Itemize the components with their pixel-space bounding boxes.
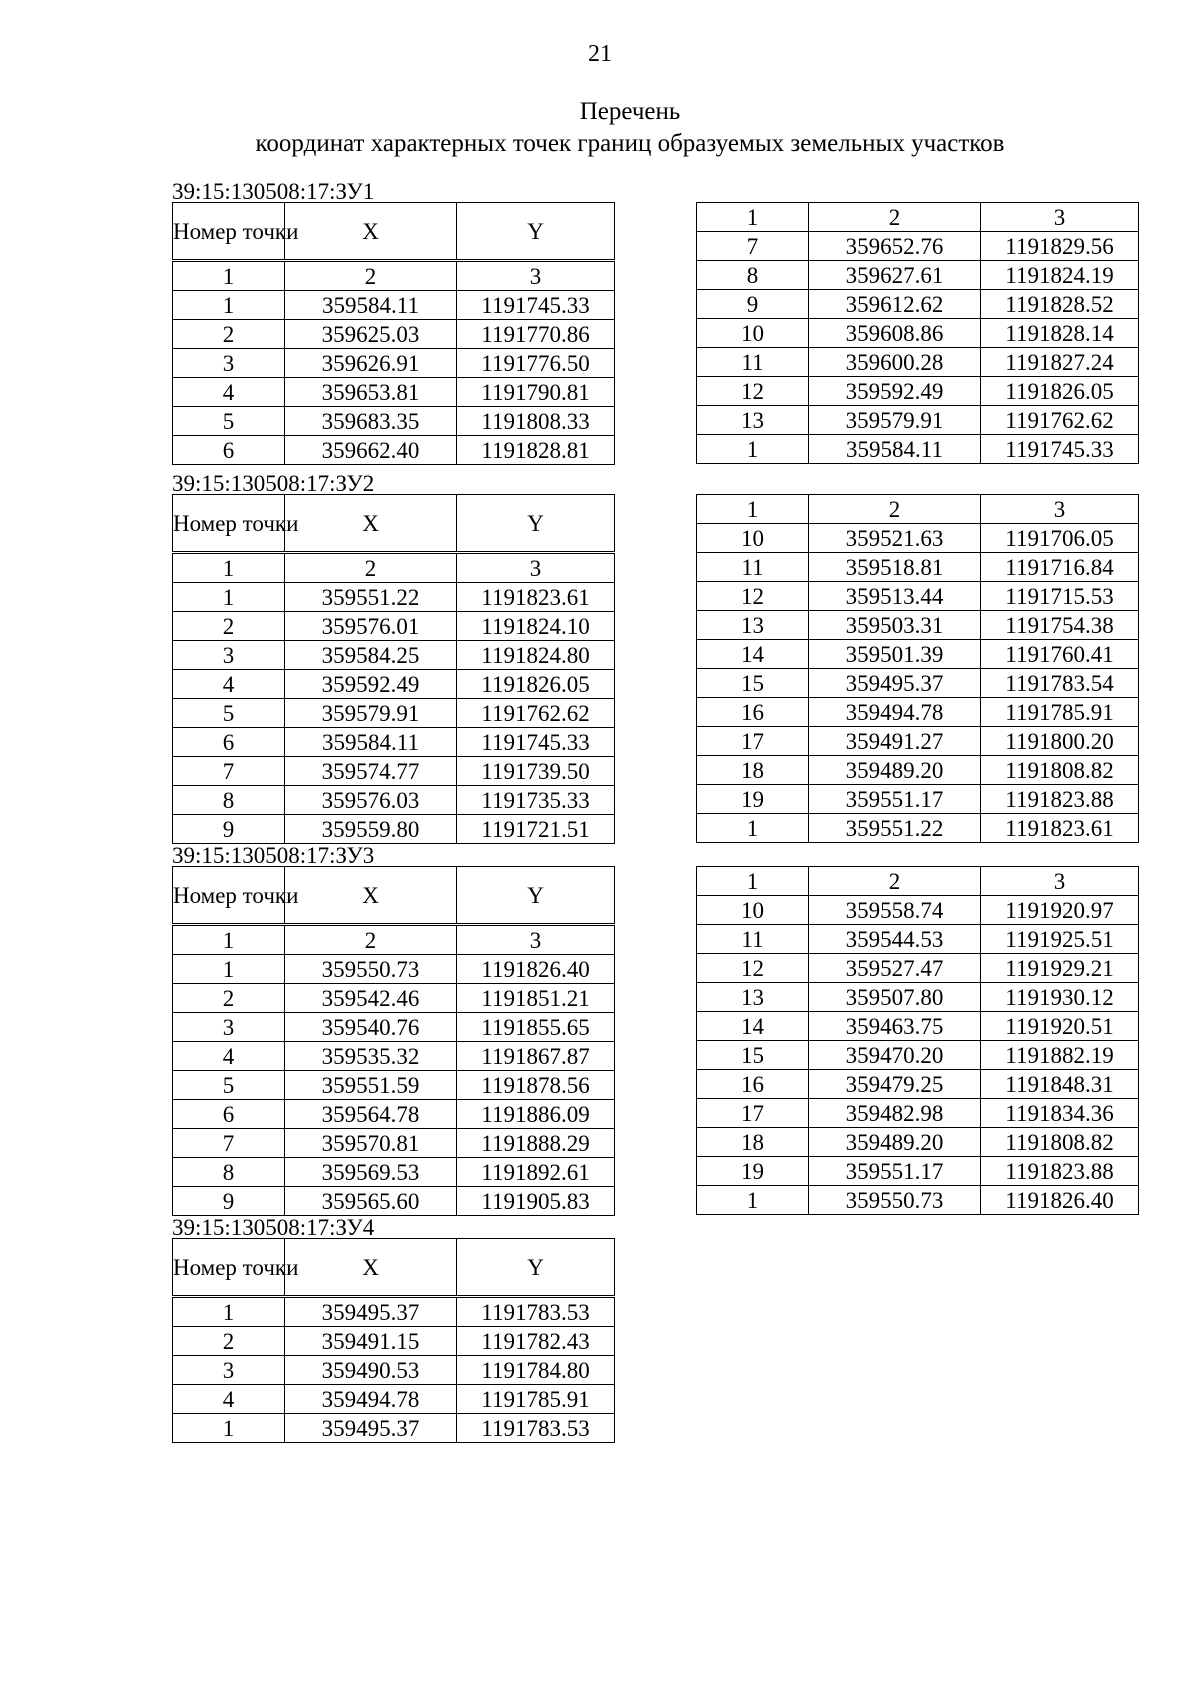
table-row: [173, 757, 615, 786]
point-number: 14: [697, 640, 809, 669]
coord-y: 1191783.53: [457, 1297, 615, 1327]
point-number: 1: [697, 435, 809, 464]
table-row: [173, 1042, 615, 1071]
table-row: [697, 435, 1139, 464]
coord-x: 359482.98: [809, 1099, 981, 1128]
table-row: [697, 727, 1139, 756]
column-number-row: [697, 867, 1139, 896]
point-number: 10: [697, 524, 809, 553]
coord-x: 359564.78: [285, 1100, 457, 1129]
point-number: 3: [173, 1356, 285, 1385]
coord-y: 1191823.88: [981, 1157, 1139, 1186]
table-row: [173, 612, 615, 641]
point-number: 1: [697, 814, 809, 843]
table-row: [697, 1041, 1139, 1070]
coord-x: 359513.44: [809, 582, 981, 611]
point-number: 5: [173, 407, 285, 436]
coord-y: 1191920.97: [981, 896, 1139, 925]
coord-y: 1191808.82: [981, 756, 1139, 785]
point-number: 7: [173, 757, 285, 786]
header-point: Номер точки: [173, 1239, 285, 1297]
coord-y: 1191829.56: [981, 232, 1139, 261]
coord-x: 359463.75: [809, 1012, 981, 1041]
column-number: 1: [697, 495, 809, 524]
table-row: [697, 756, 1139, 785]
coord-y: 1191826.40: [457, 955, 615, 984]
point-number: 4: [173, 670, 285, 699]
point-number: 6: [173, 728, 285, 757]
point-number: 13: [697, 983, 809, 1012]
point-number: 17: [697, 727, 809, 756]
point-number: 1: [173, 1414, 285, 1443]
table-row: [697, 290, 1139, 319]
table-row: [173, 1187, 615, 1216]
header-y: Y: [457, 1239, 615, 1297]
coord-x: 359489.20: [809, 756, 981, 785]
coord-y: 1191824.10: [457, 612, 615, 641]
coord-y: 1191782.43: [457, 1327, 615, 1356]
table-row: [697, 669, 1139, 698]
point-number: 2: [173, 612, 285, 641]
table-row: [697, 698, 1139, 727]
table-row: [697, 377, 1139, 406]
point-number: 18: [697, 756, 809, 785]
coord-x: 359592.49: [285, 670, 457, 699]
coord-x: 359569.53: [285, 1158, 457, 1187]
coord-x: 359551.17: [809, 785, 981, 814]
point-number: 5: [173, 699, 285, 728]
column-number: 2: [809, 867, 981, 896]
table-row: [173, 407, 615, 436]
coord-x: 359652.76: [809, 232, 981, 261]
coord-y: 1191745.33: [457, 291, 615, 320]
coord-y: 1191824.19: [981, 261, 1139, 290]
coordinates-table-left: [172, 1238, 615, 1443]
coord-x: 359501.39: [809, 640, 981, 669]
table-row: [697, 785, 1139, 814]
point-number: 8: [173, 1158, 285, 1187]
coord-y: 1191828.14: [981, 319, 1139, 348]
table-row: [173, 786, 615, 815]
point-number: 10: [697, 319, 809, 348]
coord-y: 1191716.84: [981, 553, 1139, 582]
coord-y: 1191783.54: [981, 669, 1139, 698]
point-number: 4: [173, 1042, 285, 1071]
table-row: [173, 1297, 615, 1327]
point-number: 11: [697, 553, 809, 582]
point-number: 3: [173, 349, 285, 378]
coord-x: 359608.86: [809, 319, 981, 348]
table-row: [173, 1158, 615, 1187]
coord-x: 359559.80: [285, 815, 457, 844]
coord-y: 1191739.50: [457, 757, 615, 786]
coord-y: 1191878.56: [457, 1071, 615, 1100]
column-number-row: [173, 925, 615, 955]
table-header-row: [173, 203, 615, 261]
table-row: [697, 232, 1139, 261]
section-label: 39:15:130508:17:ЗУ2: [172, 471, 375, 496]
table-row: [697, 348, 1139, 377]
coord-y: 1191823.88: [981, 785, 1139, 814]
table-row: [173, 984, 615, 1013]
coord-x: 359584.11: [285, 291, 457, 320]
point-number: 3: [173, 1013, 285, 1042]
coord-y: 1191770.86: [457, 320, 615, 349]
page-number: 21: [588, 41, 612, 67]
coord-y: 1191925.51: [981, 925, 1139, 954]
table-row: [173, 728, 615, 757]
point-number: 13: [697, 406, 809, 435]
column-number-row: [173, 553, 615, 583]
point-number: 9: [173, 815, 285, 844]
coord-x: 359544.53: [809, 925, 981, 954]
table-row: [173, 291, 615, 320]
coord-y: 1191735.33: [457, 786, 615, 815]
coord-x: 359503.31: [809, 611, 981, 640]
coord-y: 1191745.33: [981, 435, 1139, 464]
coord-x: 359576.01: [285, 612, 457, 641]
point-number: 17: [697, 1099, 809, 1128]
point-number: 7: [173, 1129, 285, 1158]
coord-y: 1191823.61: [457, 583, 615, 612]
document-title: [0, 96, 1200, 160]
coord-y: 1191745.33: [457, 728, 615, 757]
coord-x: 359551.59: [285, 1071, 457, 1100]
coord-x: 359540.76: [285, 1013, 457, 1042]
point-number: 2: [173, 984, 285, 1013]
column-number: 1: [173, 925, 285, 955]
point-number: 14: [697, 1012, 809, 1041]
column-number: 2: [285, 553, 457, 583]
point-number: 16: [697, 1070, 809, 1099]
coord-x: 359584.11: [809, 435, 981, 464]
coord-x: 359558.74: [809, 896, 981, 925]
table-row: [173, 699, 615, 728]
coord-y: 1191800.20: [981, 727, 1139, 756]
coord-x: 359518.81: [809, 553, 981, 582]
coord-x: 359551.22: [809, 814, 981, 843]
table-row: [697, 814, 1139, 843]
column-number: 1: [173, 261, 285, 291]
point-number: 1: [173, 291, 285, 320]
coord-y: 1191762.62: [981, 406, 1139, 435]
table-row: [173, 670, 615, 699]
coord-y: 1191828.52: [981, 290, 1139, 319]
point-number: 15: [697, 669, 809, 698]
column-number: 3: [457, 553, 615, 583]
coord-x: 359653.81: [285, 378, 457, 407]
point-number: 6: [173, 436, 285, 465]
coord-x: 359491.27: [809, 727, 981, 756]
coord-y: 1191892.61: [457, 1158, 615, 1187]
coord-x: 359494.78: [809, 698, 981, 727]
coord-y: 1191888.29: [457, 1129, 615, 1158]
table-header-row: [173, 495, 615, 553]
coord-y: 1191790.81: [457, 378, 615, 407]
table-row: [697, 1070, 1139, 1099]
header-x: X: [285, 495, 457, 553]
coord-x: 359612.62: [809, 290, 981, 319]
point-number: 4: [173, 378, 285, 407]
coord-x: 359494.78: [285, 1385, 457, 1414]
point-number: 9: [697, 290, 809, 319]
coord-y: 1191784.80: [457, 1356, 615, 1385]
coord-x: 359625.03: [285, 320, 457, 349]
coord-y: 1191760.41: [981, 640, 1139, 669]
point-number: 18: [697, 1128, 809, 1157]
table-row: [697, 524, 1139, 553]
coord-y: 1191785.91: [457, 1385, 615, 1414]
coord-x: 359551.22: [285, 583, 457, 612]
coord-x: 359600.28: [809, 348, 981, 377]
coordinates-table-left: [172, 202, 615, 465]
column-number: 3: [457, 261, 615, 291]
point-number: 12: [697, 954, 809, 983]
point-number: 13: [697, 611, 809, 640]
point-number: 11: [697, 348, 809, 377]
coord-y: 1191920.51: [981, 1012, 1139, 1041]
column-number: 3: [981, 867, 1139, 896]
coord-x: 359550.73: [285, 955, 457, 984]
table-row: [173, 436, 615, 465]
coord-y: 1191867.87: [457, 1042, 615, 1071]
coordinates-table-right: [696, 202, 1139, 464]
coord-x: 359627.61: [809, 261, 981, 290]
column-number: 2: [809, 495, 981, 524]
point-number: 16: [697, 698, 809, 727]
point-number: 12: [697, 377, 809, 406]
column-number: 2: [285, 925, 457, 955]
coord-x: 359495.37: [285, 1297, 457, 1327]
table-row: [173, 320, 615, 349]
column-number: 3: [981, 203, 1139, 232]
table-row: [697, 582, 1139, 611]
point-number: 19: [697, 1157, 809, 1186]
table-row: [697, 1186, 1139, 1215]
coord-y: 1191783.53: [457, 1414, 615, 1443]
table-row: [697, 1012, 1139, 1041]
column-number: 2: [809, 203, 981, 232]
column-number-row: [173, 261, 615, 291]
table-row: [173, 641, 615, 670]
table-row: [173, 1129, 615, 1158]
coord-x: 359470.20: [809, 1041, 981, 1070]
coord-x: 359507.80: [809, 983, 981, 1012]
table-row: [697, 1099, 1139, 1128]
header-point: Номер точки: [173, 203, 285, 261]
header-x: X: [285, 203, 457, 261]
coord-x: 359584.11: [285, 728, 457, 757]
coord-x: 359542.46: [285, 984, 457, 1013]
coord-y: 1191823.61: [981, 814, 1139, 843]
point-number: 7: [697, 232, 809, 261]
table-row: [697, 925, 1139, 954]
section-label: 39:15:130508:17:ЗУ1: [172, 179, 375, 204]
coordinates-table-left: [172, 866, 615, 1216]
coord-y: 1191827.24: [981, 348, 1139, 377]
coord-y: 1191828.81: [457, 436, 615, 465]
column-number-row: [697, 495, 1139, 524]
table-row: [173, 815, 615, 844]
header-x: X: [285, 867, 457, 925]
point-number: 19: [697, 785, 809, 814]
coord-y: 1191826.05: [457, 670, 615, 699]
coord-y: 1191715.53: [981, 582, 1139, 611]
column-number: 3: [457, 925, 615, 955]
coord-x: 359579.91: [809, 406, 981, 435]
table-row: [173, 1385, 615, 1414]
coord-x: 359662.40: [285, 436, 457, 465]
coord-y: 1191882.19: [981, 1041, 1139, 1070]
point-number: 3: [173, 641, 285, 670]
point-number: 6: [173, 1100, 285, 1129]
coord-y: 1191808.82: [981, 1128, 1139, 1157]
coordinates-table-right: [696, 866, 1139, 1215]
title-line-1: Перечень: [579, 98, 681, 125]
coord-x: 359574.77: [285, 757, 457, 786]
coord-x: 359489.20: [809, 1128, 981, 1157]
column-number: 3: [981, 495, 1139, 524]
coord-y: 1191776.50: [457, 349, 615, 378]
table-row: [697, 261, 1139, 290]
point-number: 10: [697, 896, 809, 925]
coord-y: 1191785.91: [981, 698, 1139, 727]
table-row: [697, 319, 1139, 348]
point-number: 1: [173, 583, 285, 612]
table-row: [173, 1100, 615, 1129]
section-label: 39:15:130508:17:ЗУ3: [172, 843, 375, 868]
point-number: 5: [173, 1071, 285, 1100]
header-x: X: [285, 1239, 457, 1297]
coord-y: 1191848.31: [981, 1070, 1139, 1099]
point-number: 12: [697, 582, 809, 611]
column-number-row: [697, 203, 1139, 232]
coord-x: 359491.15: [285, 1327, 457, 1356]
header-y: Y: [457, 867, 615, 925]
table-row: [173, 583, 615, 612]
column-number: 1: [173, 553, 285, 583]
table-row: [173, 1071, 615, 1100]
coord-x: 359535.32: [285, 1042, 457, 1071]
table-row: [697, 1157, 1139, 1186]
coord-y: 1191930.12: [981, 983, 1139, 1012]
coord-x: 359570.81: [285, 1129, 457, 1158]
column-number: 2: [285, 261, 457, 291]
table-row: [697, 553, 1139, 582]
section-label: 39:15:130508:17:ЗУ4: [172, 1215, 375, 1240]
table-row: [173, 378, 615, 407]
coord-y: 1191826.40: [981, 1186, 1139, 1215]
coord-y: 1191886.09: [457, 1100, 615, 1129]
table-row: [697, 983, 1139, 1012]
point-number: 8: [697, 261, 809, 290]
column-number: 1: [697, 867, 809, 896]
coord-y: 1191754.38: [981, 611, 1139, 640]
coord-x: 359683.35: [285, 407, 457, 436]
table-row: [173, 1013, 615, 1042]
coord-y: 1191834.36: [981, 1099, 1139, 1128]
coord-x: 359495.37: [809, 669, 981, 698]
point-number: 2: [173, 1327, 285, 1356]
coord-y: 1191851.21: [457, 984, 615, 1013]
coord-x: 359550.73: [809, 1186, 981, 1215]
header-point: Номер точки: [173, 867, 285, 925]
coord-y: 1191826.05: [981, 377, 1139, 406]
coordinates-table-right: [696, 494, 1139, 843]
coord-y: 1191762.62: [457, 699, 615, 728]
coord-x: 359490.53: [285, 1356, 457, 1385]
point-number: 1: [173, 955, 285, 984]
table-row: [173, 1327, 615, 1356]
coord-x: 359495.37: [285, 1414, 457, 1443]
coord-x: 359576.03: [285, 786, 457, 815]
coord-x: 359626.91: [285, 349, 457, 378]
point-number: 9: [173, 1187, 285, 1216]
coord-x: 359551.17: [809, 1157, 981, 1186]
header-point: Номер точки: [173, 495, 285, 553]
table-row: [173, 1356, 615, 1385]
table-row: [697, 406, 1139, 435]
coord-y: 1191855.65: [457, 1013, 615, 1042]
coord-y: 1191929.21: [981, 954, 1139, 983]
point-number: 15: [697, 1041, 809, 1070]
table-header-row: [173, 867, 615, 925]
table-row: [173, 349, 615, 378]
table-row: [173, 1414, 615, 1443]
coord-y: 1191905.83: [457, 1187, 615, 1216]
coord-x: 359592.49: [809, 377, 981, 406]
coord-x: 359565.60: [285, 1187, 457, 1216]
table-row: [173, 955, 615, 984]
point-number: 11: [697, 925, 809, 954]
coord-y: 1191706.05: [981, 524, 1139, 553]
coord-x: 359479.25: [809, 1070, 981, 1099]
table-row: [697, 954, 1139, 983]
table-row: [697, 640, 1139, 669]
point-number: 8: [173, 786, 285, 815]
point-number: 1: [173, 1297, 285, 1327]
point-number: 1: [697, 1186, 809, 1215]
point-number: 2: [173, 320, 285, 349]
coord-y: 1191721.51: [457, 815, 615, 844]
table-header-row: [173, 1239, 615, 1297]
coord-x: 359527.47: [809, 954, 981, 983]
coord-x: 359521.63: [809, 524, 981, 553]
coord-x: 359579.91: [285, 699, 457, 728]
coord-x: 359584.25: [285, 641, 457, 670]
table-row: [697, 896, 1139, 925]
point-number: 4: [173, 1385, 285, 1414]
table-row: [697, 611, 1139, 640]
header-y: Y: [457, 203, 615, 261]
header-y: Y: [457, 495, 615, 553]
coord-y: 1191808.33: [457, 407, 615, 436]
column-number: 1: [697, 203, 809, 232]
table-row: [697, 1128, 1139, 1157]
coordinates-table-left: [172, 494, 615, 844]
coord-y: 1191824.80: [457, 641, 615, 670]
title-line-2: координат характерных точек границ образуемых земельных участков: [255, 130, 1005, 157]
